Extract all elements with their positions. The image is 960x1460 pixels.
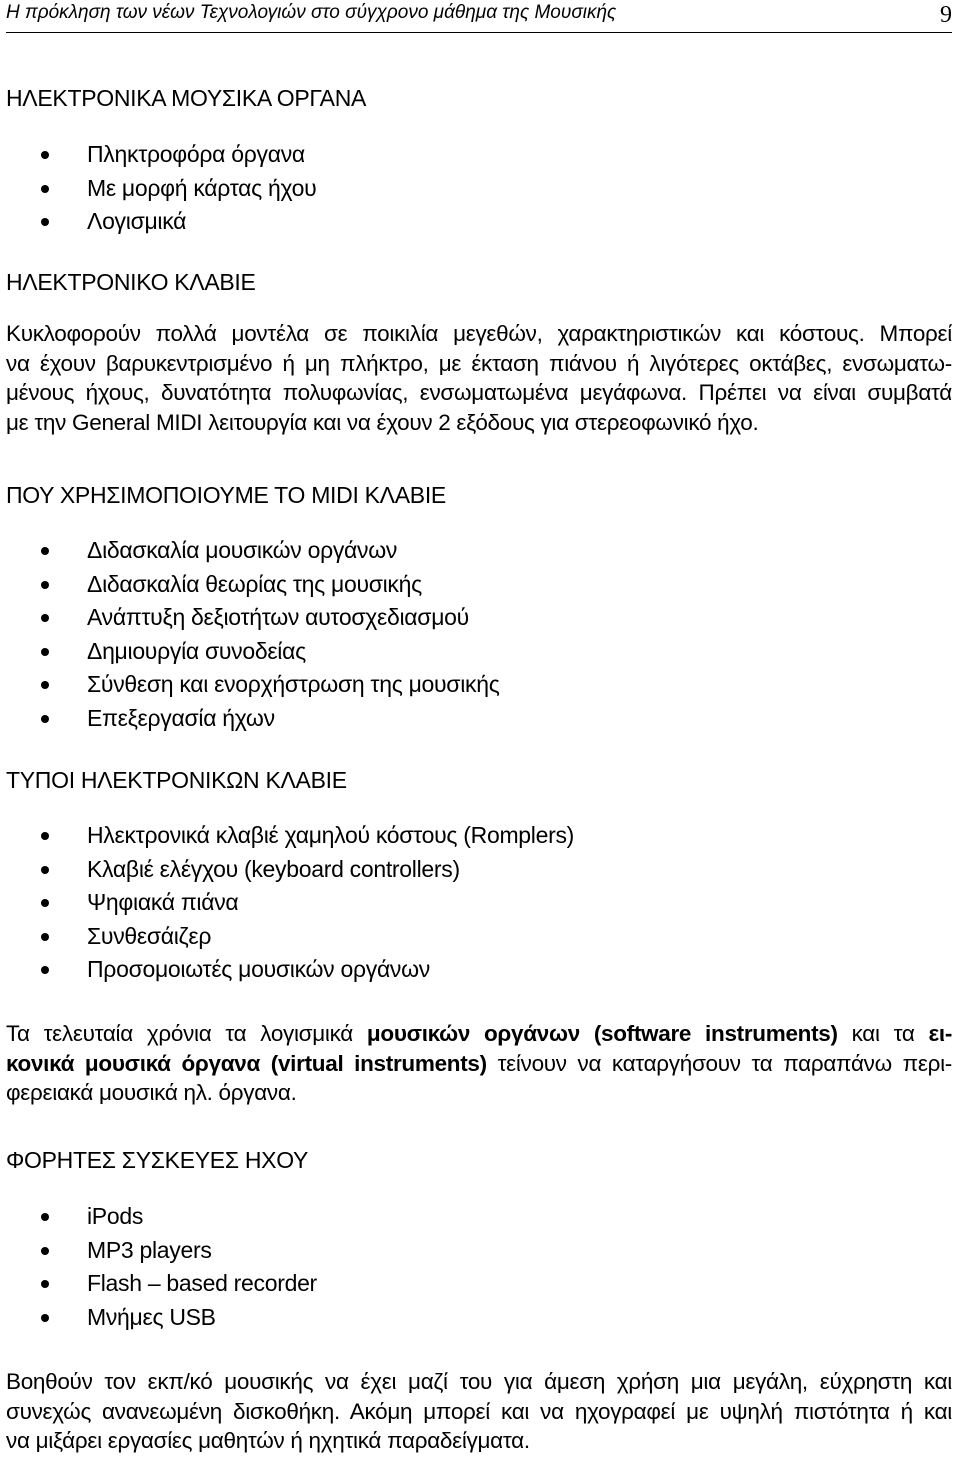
bullet-icon (41, 933, 49, 941)
bullet-icon (41, 899, 49, 907)
list-item: Διδασκαλία θεωρίας της μουσικής (6, 570, 499, 604)
list-item: Διδασκαλία μουσικών οργάνων (6, 536, 499, 570)
list-item: Με μορφή κάρτας ήχου (6, 174, 316, 208)
bullet-icon (41, 185, 49, 193)
list-item: Κλαβιέ ελέγχου (keyboard controllers) (6, 855, 574, 889)
bullet-icon (41, 832, 49, 840)
text-line: συνεχώς ανανεωμένη δισκοθήκη. Ακόμη μπορεί και να ηχογραφεί με υψηλή πιστότητα ή και (6, 1398, 952, 1424)
text-line: με την General MIDI λειτουργία και να έχουν 2 εξόδους για στερεοφωνικό ήχο. (6, 409, 759, 435)
list-item: Πληκτροφόρα όργανα (6, 140, 316, 174)
bullet-icon (41, 866, 49, 874)
heading-portable-devices: ΦΟΡΗΤΕΣ ΣΥΣΚΕΥΕΣ ΗΧΟΥ (6, 1147, 309, 1173)
list-item: Ψηφιακά πιάνα (6, 888, 574, 922)
bullet-icon (41, 681, 49, 689)
bullet-icon (41, 547, 49, 555)
list-item: Προσομοιωτές μουσικών οργάνων (6, 955, 574, 989)
text-line: κονικά μουσικά όργανα (virtual instruments) τείνουν να καταργήσουν τα παραπάνω περι- (6, 1050, 952, 1076)
bullet-icon (41, 1314, 49, 1322)
list-item: Λογισμικά (6, 207, 316, 241)
bullet-icon (41, 614, 49, 622)
bullet-icon (41, 1213, 49, 1221)
text-line: να μιξάρει εργασίες μαθητών ή ηχητικά παραδείγματα. (6, 1428, 530, 1453)
list-item: Μνήμες USB (6, 1303, 317, 1337)
document-page (6, 0, 953, 1453)
heading-keyboard-types: ΤΥΠΟΙ ΗΛΕΚΤΡΟΝΙΚΩΝ ΚΛΑΒΙΕ (6, 767, 347, 793)
list-item: Ηλεκτρονικά κλαβιέ χαμηλού κόστους (Romplers) (6, 821, 574, 855)
heading-electronic-instruments: ΗΛΕΚΤΡΟΝΙΚΑ ΜΟΥΣΙΚΑ ΟΡΓΑΝΑ (6, 85, 367, 111)
header-title: Η πρόκληση των νέων Τεχνολογιών στο σύγχρονο μάθημα της Μουσικής (6, 2, 617, 23)
list-item: MP3 players (6, 1236, 317, 1270)
bullet-icon (41, 581, 49, 589)
list-item: Συνθεσάιζερ (6, 922, 574, 956)
list-item: Δημιουργία συνοδείας (6, 637, 499, 671)
heading-midi-uses: ΠΟΥ ΧΡΗΣΙΜΟΠΟΙΟΥΜΕ ΤΟ MIDI ΚΛΑΒΙΕ (6, 482, 446, 508)
page-header (6, 0, 952, 33)
bullet-icon (41, 1280, 49, 1288)
list-item: Επεξεργασία ήχων (6, 704, 499, 738)
page-number: 9 (940, 2, 952, 28)
paragraph-keyboard (6, 319, 952, 437)
text-line: Τα τελευταία χρόνια τα λογισμικά μουσικών οργάνων (software instruments) και τα ει- (6, 1021, 953, 1046)
list-item: Flash – based recorder (6, 1269, 317, 1303)
paragraph-closing (6, 1367, 952, 1456)
list-portable-devices (6, 1202, 317, 1336)
text-line: Βοηθούν τον εκπ/κό μουσικής να έχει μαζί του για άμεση χρήση μια μεγάλη, εύχρηστη και (6, 1369, 952, 1394)
list-midi-uses (6, 536, 499, 737)
list-item: iPods (6, 1202, 317, 1236)
text-line: Κυκλοφορούν πολλά μοντέλα σε ποικιλία μεγεθών, χαρακτηριστικών και κόστους. Μπορεί (6, 321, 952, 346)
list-item: Ανάπτυξη δεξιοτήτων αυτοσχεδιασμού (6, 603, 499, 637)
text-line: φερειακά μουσικά ηλ. όργανα. (6, 1080, 297, 1105)
bullet-icon (41, 715, 49, 723)
bullet-icon (41, 151, 49, 159)
bullet-icon (41, 966, 49, 974)
paragraph-software-instruments (6, 1019, 952, 1108)
text-line: να έχουν βαρυκεντρισμένο ή μη πλήκτρο, με έκταση πιάνου ή λιγότερες οκτάβες, ενσωματω- (6, 350, 952, 376)
list-electronic-instruments (6, 140, 316, 241)
list-item: Σύνθεση και ενορχήστρωση της μουσικής (6, 670, 499, 704)
text-line: μένους ήχους, δυνατότητα πολυφωνίας, ενσωματωμένα μεγάφωνα. Πρέπει να είναι συμβατά (6, 380, 952, 405)
bullet-icon (41, 1247, 49, 1255)
bullet-icon (41, 218, 49, 226)
list-keyboard-types (6, 821, 574, 989)
bullet-icon (41, 648, 49, 656)
heading-electronic-keyboard: ΗΛΕΚΤΡΟΝΙΚΟ ΚΛΑΒΙΕ (6, 269, 256, 295)
